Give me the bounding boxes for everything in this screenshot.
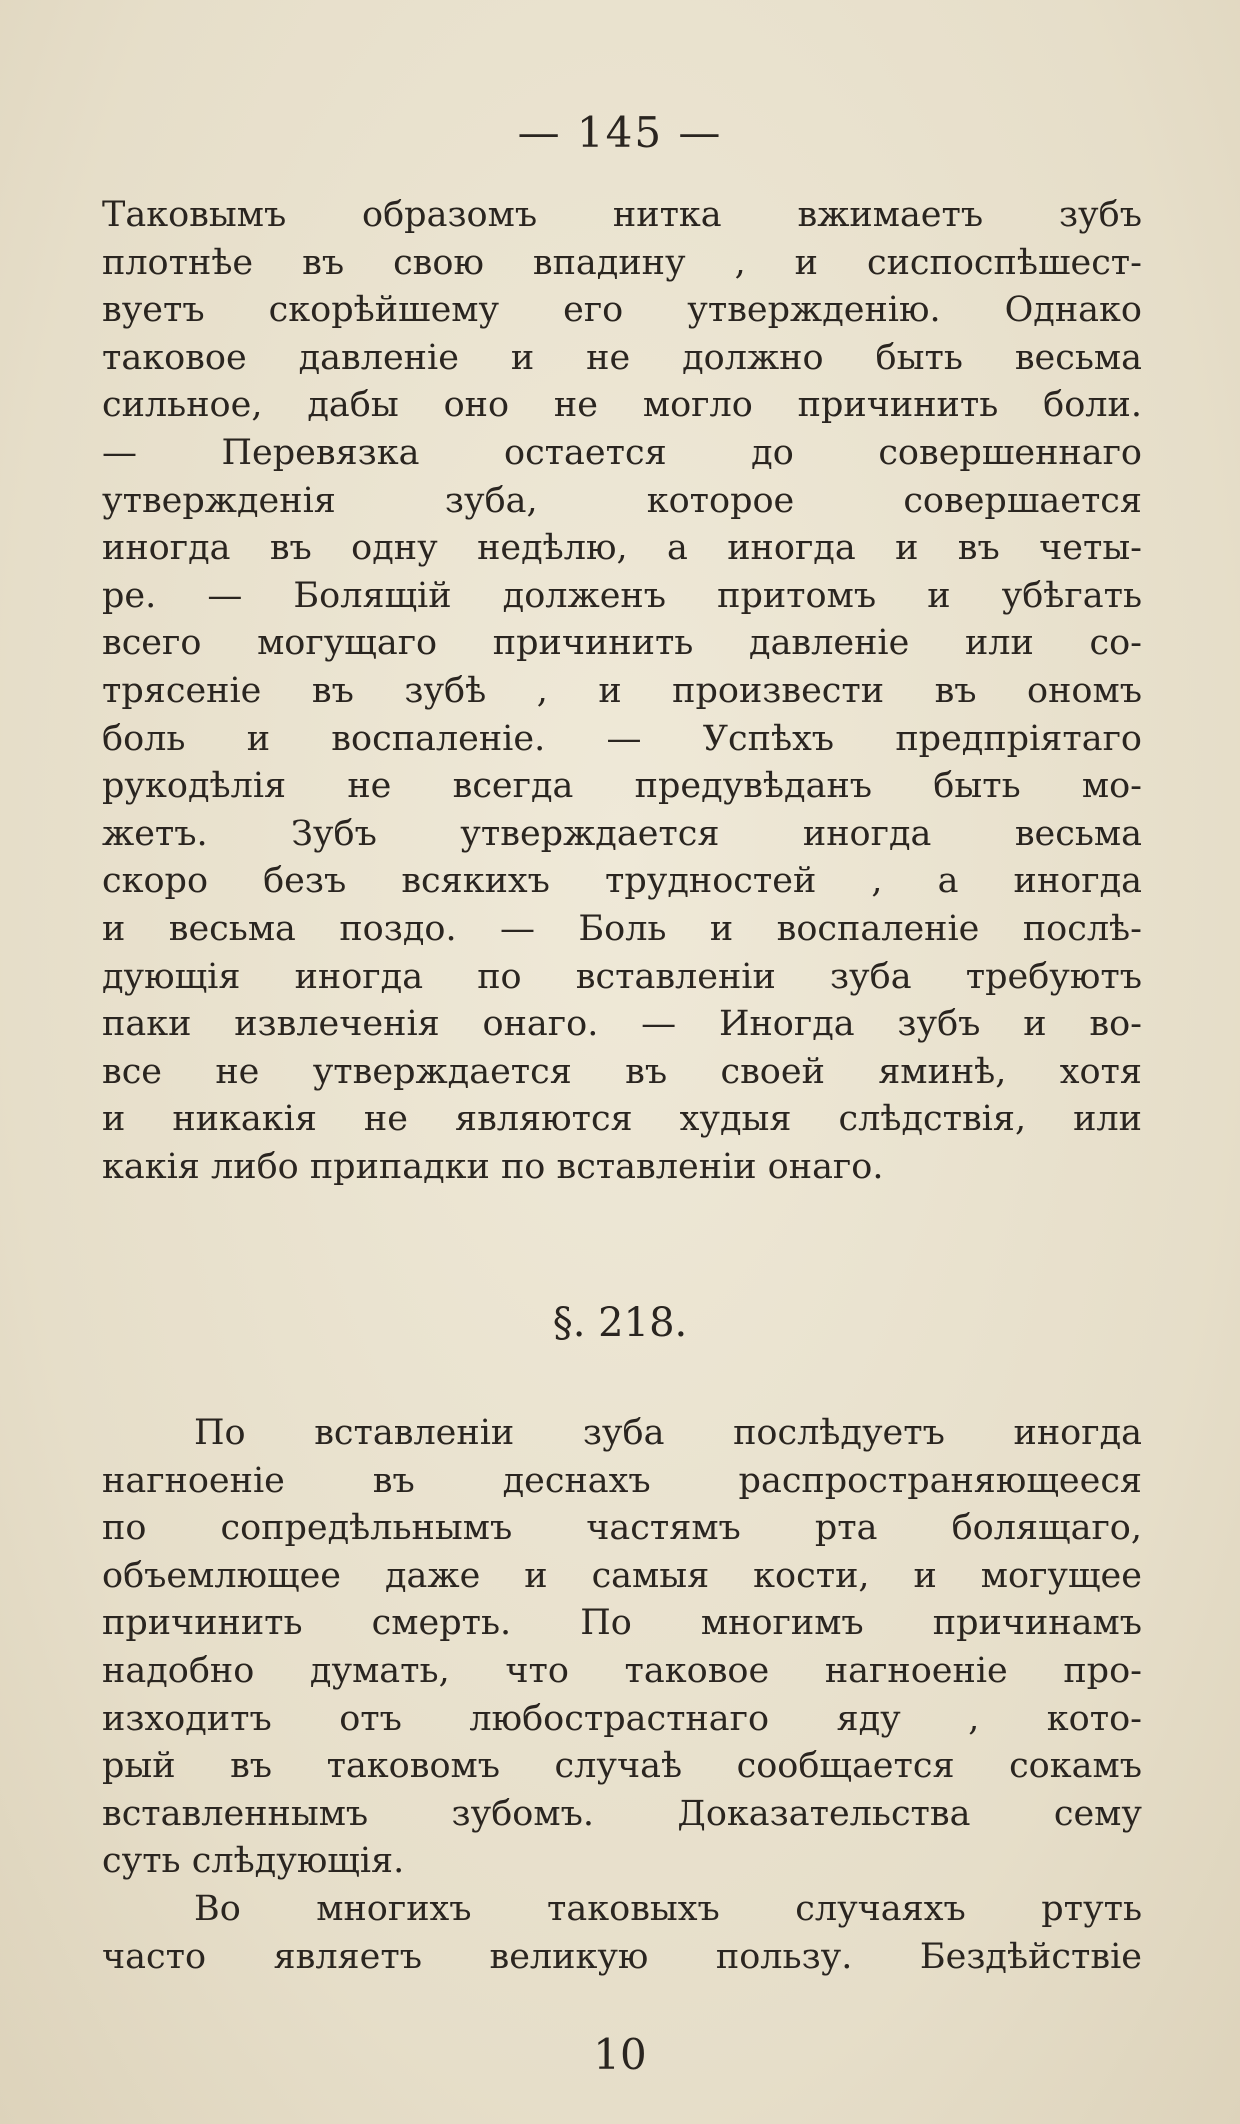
text-line: — Перевязка остается до совершеннаго <box>102 432 1142 473</box>
text-line: утвержденiя зуба, которое совершается <box>102 480 1142 521</box>
text-line: плотнѣе въ свою впадину , и сиспоспѣшест- <box>102 242 1142 283</box>
paragraph-block-1 <box>102 192 1142 1191</box>
text-line: вставленнымъ зубомъ. Доказательства сему <box>102 1793 1142 1834</box>
text-line: иногда въ одну недѣлю, а иногда и въ четы- <box>102 528 1142 569</box>
text-line: рукодѣлiя не всегда предувѣданъ быть мо- <box>102 766 1142 807</box>
text-line: все не утверждается въ своей яминѣ, хотя <box>102 1051 1142 1092</box>
text-line: всего могущаго причинить давленiе или со- <box>102 623 1142 664</box>
text-line: таковое давленiе и не должно быть весьма <box>102 337 1142 378</box>
text-line: часто являетъ великую пользу. Бездѣйствiе <box>102 1936 1142 1977</box>
text-line: паки извлеченiя онаго. — Иногда зубъ и во- <box>102 1004 1142 1045</box>
text-line: нагноенiе въ деснахъ распространяющееся <box>102 1460 1142 1501</box>
paragraph-block-2 <box>102 1410 1142 1981</box>
text-line: суть слѣдующiя. <box>102 1841 405 1882</box>
text-line: объемлющее даже и самыя кости, и могущее <box>102 1555 1142 1596</box>
text-line: изходитъ отъ любострастнаго яду , кото- <box>102 1698 1142 1739</box>
text-line: Таковымъ образомъ нитка вжимаетъ зубъ <box>102 195 1142 235</box>
text-line: По вставленiи зуба послѣдуетъ иногда <box>194 1413 1142 1453</box>
text-line: сильное, дабы оно не могло причинить боли. <box>102 385 1142 426</box>
text-line: жетъ. Зубъ утверждается иногда весьма <box>102 813 1142 854</box>
section-heading: §. 218. <box>552 1300 688 1346</box>
page-number: — 145 — <box>517 108 723 157</box>
text-line: Во многихъ таковыхъ случаяхъ ртуть <box>194 1888 1142 1929</box>
text-line: надобно думать, что таковое нагноенiе про- <box>102 1650 1142 1691</box>
text-line: трясенiе въ зубѣ , и произвести въ ономъ <box>102 670 1142 711</box>
signature-mark: 10 <box>593 2030 647 2079</box>
text-line: причинить смерть. По многимъ причинамъ <box>102 1603 1142 1644</box>
text-line: и весьма поздо. — Боль и воспаленiе послѣ- <box>102 908 1142 949</box>
text-line: дующiя иногда по вставленiи зуба требуютъ <box>102 956 1142 997</box>
text-line: боль и воспаленiе. — Успѣхъ предпрiятаго <box>102 718 1142 759</box>
text-line: какiя либо припадки по вставленiи онаго. <box>102 1146 884 1187</box>
text-line: и никакiя не являются худыя слѣдствiя, или <box>102 1099 1142 1140</box>
text-line: по сопредѣльнымъ частямъ рта болящаго, <box>102 1508 1142 1549</box>
text-line: ре. — Болящiй долженъ притомъ и убѣгать <box>102 575 1142 616</box>
text-line: рый въ таковомъ случаѣ сообщается сокамъ <box>102 1746 1142 1787</box>
text-line: скоро безъ всякихъ трудностей , а иногда <box>102 861 1142 902</box>
text-line: вуетъ скорѣйшему его утвержденiю. Однако <box>102 290 1142 331</box>
